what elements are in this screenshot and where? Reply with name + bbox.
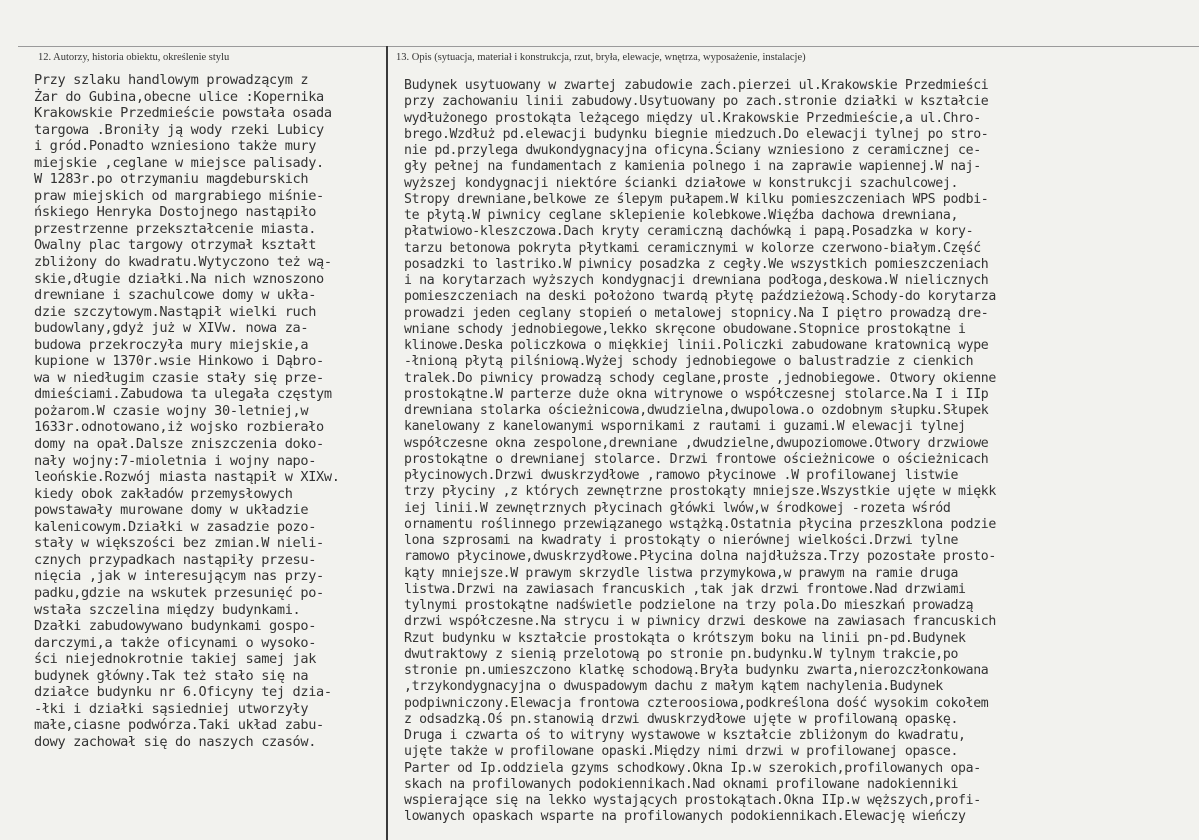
history-text-line: i gród.Ponadto wzniesiono także mury xyxy=(34,138,317,155)
description-text-line: gły pełnej na fundamentach z kamienia polnego i na zaprawie wapiennej.W naj- xyxy=(404,159,981,175)
history-text-line: działce budynku nr 6.Oficyny tej dzia- xyxy=(34,684,332,701)
description-text-line: listwa.Drzwi na zawiasach francuskich ,tak jak drzwi frontowe.Nad drzwiami xyxy=(404,581,966,597)
description-text-line: ornamentu roślinnego przewiązanego wstążką.Ostatnia płycina przeszklona podzie xyxy=(404,516,996,532)
description-text-line: prowadzi jeden ceglany stopień o metalowej stopnicy.Na I piętro prowadzą dre- xyxy=(404,305,989,321)
history-text-line: Owalny plac targowy otrzymał kształt xyxy=(34,237,317,254)
description-text-line: wyższej kondygnacji niektóre ścianki działowe w konstrukcji szachulcowej. xyxy=(404,175,959,191)
description-text-line: lona szprosami na kwadraty i prostokąty o nierównej wielkości.Drzwi tylne xyxy=(404,533,959,548)
description-text-line: Stropy drewniane,belkowe ze ślepym pułapem.W kilku pomieszczeniach WPS podbi- xyxy=(404,191,989,207)
history-text-line: Krakowskie Przedmieście powstała osada xyxy=(34,105,332,122)
description-text-line: tylnymi prostokątne nadświetle podzielone na trzy pola.Do mieszkań prowadzą xyxy=(404,598,974,613)
description-text-line: drzwi współczesne.Na strycu i w piwnicy drzwi deskowe na zawiasach francuskich xyxy=(404,614,996,630)
description-text-line: dwutraktowy z sienią przelotową po stronie pn.budynku.W tylnym trakcie,po xyxy=(404,646,959,662)
history-text-line: W 1283r.po otrzymaniu magdeburskich xyxy=(34,171,309,188)
description-text-line: współczesne okna zespolone,drewniane ,dwudzielne,dwupoziomowe.Otwory drzwiowe xyxy=(404,435,989,451)
description-text-line: wniane schody jednobiegowe,lekko skręcone obudowane.Stopnice prostokątne i xyxy=(404,321,966,337)
description-text-line: wydłużonego prostokąta leżącego między ul.Krakowskie Przedmieście,a ul.Chro- xyxy=(404,110,981,126)
description-text-line: -łnioną płytą pilśniową.Wyżej schody jednobiegowe o balustradzie z cienkich xyxy=(404,354,974,370)
history-text-line: powstawały murowane domy w układzie xyxy=(34,502,309,519)
history-text-line: padku,gdzie na wskutek przesunięć po- xyxy=(34,584,324,601)
history-text-line: ści niejednokrotnie takiej samej jak xyxy=(34,651,317,668)
history-text-line: praw miejskich od margrabiego miśnie- xyxy=(34,187,324,204)
description-text-line: ,trzykondygnacyjna o dwuspadowym dachu z małym kątem nachylenia.Budynek xyxy=(404,679,943,695)
description-text-line: i na korytarzach wyższych kondygnacji drewniana podłoga,deskowa.W nielicznych xyxy=(404,273,989,288)
description-text-line: iej linii.W zewnętrznych płycinach główki lwów,w środkowej -rozeta wśród xyxy=(404,500,951,516)
history-text-line: cznych przypadkach nastąpiły przesu- xyxy=(34,551,317,568)
history-text-line: zbliżony do kwadratu.Wytyczono też wą- xyxy=(34,254,332,271)
description-text-line: lowanych opaskach wsparte na profilowanych podokiennikach.Elewację wieńczy xyxy=(404,809,966,825)
history-text-line: pożarom.W czasie wojny 30-letniej,w xyxy=(34,402,309,419)
history-text-line: 1633r.odnotowano,iż wojsko rozbierało xyxy=(34,419,324,436)
history-text-line: leońskie.Rozwój miasta nastąpił w XIXw. xyxy=(34,469,340,486)
history-text-line: dowy zachował się do naszych czasów. xyxy=(34,733,317,750)
history-text-line: budowlany,gdyż już w XIVw. nowa za- xyxy=(34,320,309,337)
description-text-line: tralek.Do piwnicy prowadzą schody ceglane,proste ,jednobiegowe. Otwory okienne xyxy=(404,370,996,386)
description-text-line: wspierające się na lekko wystających prostokątach.Okna IIp.w węższych,profi- xyxy=(404,793,981,808)
description-text-line: ujęte także w profilowane opaski.Między nimi drzwi w profilowanej opasce. xyxy=(404,744,959,760)
description-text-line: prostokątne o drewnianej stolarce. Drzwi frontowe ościeżnicowe o ościeżnicach xyxy=(404,451,989,467)
history-text-line: dzie szczytowym.Nastąpił wielki ruch xyxy=(34,303,317,320)
history-text-line: budynek główny.Tak też stało się na xyxy=(34,667,309,684)
history-text-line: Żar do Gubina,obecne ulice :Kopernika xyxy=(34,88,324,105)
description-text-line: tarzu betonowa pokryta płytkami ceramicznymi w kolorze czerwono-białym.Część xyxy=(404,240,981,256)
section-header-history: 12. Autorzy, historia obiektu, określenie stylu xyxy=(38,52,230,63)
description-text-line: płatwiowo-kleszczowa.Dach kryty ceramiczną dachówką i papą.Posadzka w kory- xyxy=(404,224,974,240)
history-text-line: domy na opał.Dalsze zniszczenia doko- xyxy=(34,436,324,453)
description-text-line: stronie pn.umieszczono klatkę schodową.Bryła budynku zwarta,nierozczłonkowana xyxy=(404,663,989,678)
history-text-line: budowa przekroczyła mury miejskie,a xyxy=(34,336,309,353)
history-text-line: wa w niedługim czasie stały się prze- xyxy=(34,369,324,386)
description-text-line: Rzut budynku w kształcie prostokąta o krótszym boku na linii pn-pd.Budynek xyxy=(404,630,966,646)
history-text-line: kiedy obok zakładów przemysłowych xyxy=(34,485,293,502)
history-text-line: drewniane i szachulcowe domy w ukła- xyxy=(34,287,317,304)
description-text-line: trzy płyciny ,z których zewnętrzne prostokąty mniejsze.Wszystkie ujęte w miękk xyxy=(404,484,996,500)
description-text-line: ramowo płycinowe,dwuskrzydłowe.Płycina dolna najdłuższa.Trzy pozostałe prosto- xyxy=(404,549,996,565)
description-text-line: prostokątne.W parterze duże okna witrynowe o współczesnej stolarce.Na I i IIp xyxy=(404,386,989,402)
history-text-line: Przy szlaku handlowym prowadzącym z xyxy=(34,72,309,88)
history-text-line: kalenicowym.Działki w zasadzie pozo- xyxy=(34,518,317,535)
description-text-line: Parter od Ip.oddziela gzyms schodkowy.Okna Ip.w szerokich,profilowanych opa- xyxy=(404,760,981,776)
description-text-line: te płytą.W piwnicy ceglane sklepienie kolebkowe.Więźba dachowa drewniana, xyxy=(404,208,959,223)
history-text-line: ńskiego Henryka Dostojnego nastąpiło xyxy=(34,204,317,221)
description-text-line: Druga i czwarta oś to witryny wystawowe w kształcie zbliżonym do kwadratu, xyxy=(404,728,966,743)
description-text-line: drewniana stolarka ościeżnicowa,dwudzielna,dwupolowa.o ozdobnym słupku.Słupek xyxy=(404,403,989,418)
history-text-line: -łki i działki sąsiedniej utworzyły xyxy=(34,700,309,717)
description-text-line: kanelowany z kanelowanymi wspornikami z rautami i guzami.W elewacji tylnej xyxy=(404,419,966,435)
history-text-line: małe,ciasne podwórza.Taki układ zabu- xyxy=(34,717,324,734)
description-text-line: kąty mniejsze.W prawym skrzydle listwa przymykowa,w prawym na ramie druga xyxy=(404,565,959,581)
description-text-line: podpiwniczony.Elewacja frontowa czteroosiowa,podkreślona dość wysokim cokołem xyxy=(404,695,989,711)
history-text-line: miejskie ,ceglane w miejsce palisady. xyxy=(34,154,324,171)
history-text-line: nały wojny:7-mioletnia i wojny napo- xyxy=(34,452,317,469)
description-text-line: skach na profilowanych podokiennikach.Nad oknami profilowane nadokienniki xyxy=(404,776,959,792)
description-text-line: przy zachowaniu linii zabudowy.Usytuowany po zach.stronie działki w kształcie xyxy=(404,94,989,110)
history-text-line: przestrzenne przekształcenie miasta. xyxy=(34,220,317,237)
description-text-line: brego.Wzdłuż pd.elewacji budynku biegnie miedzuch.Do elewacji tylnej po stro- xyxy=(404,126,989,142)
history-text-line: skie,długie działki.Na nich wznoszono xyxy=(34,270,324,287)
description-text-line: nie pd.przylega dwukondygnacyjna oficyna.Ściany wzniesiono z ceramicznej ce- xyxy=(404,143,981,158)
history-text-line: stały w większości bez zmian.W nieli- xyxy=(34,535,324,552)
description-text-line: pomieszczeniach na deski położono twardą płytę paździeżową.Schody-do korytarza xyxy=(404,289,996,305)
history-text-line: kupione w 1370r.wsie Hinkowo i Dąbro- xyxy=(34,353,324,370)
history-text-line: dmieściami.Zabudowa ta ulegała częstym xyxy=(34,386,332,403)
history-text-column xyxy=(34,72,386,750)
description-text-line: z odsadzką.Oś pn.stanowią drzwi dwuskrzydłowe ujęte w profilowaną opaskę. xyxy=(404,711,959,727)
history-text-line: darczymi,a także oficynami o wysoko- xyxy=(34,634,317,651)
history-text-line: Dzałki zabudowywano budynkami gospo- xyxy=(34,618,317,635)
description-text-line: Budynek usytuowany w zwartej zabudowie zach.pierzei ul.Krakowskie Przedmieści xyxy=(404,78,989,93)
history-text-line: wstała szczelina między budynkami. xyxy=(34,601,301,618)
description-text-line: klinowe.Deska policzkowa o miękkiej linii.Policzki zabudowane kratownicą wype xyxy=(404,338,989,353)
top-rule xyxy=(18,46,1199,47)
column-divider xyxy=(386,46,388,840)
description-text-column xyxy=(404,78,1199,826)
description-text-line: posadzki to lastriko.W piwnicy posadzka z cegły.We wszystkich pomieszczeniach xyxy=(404,256,989,272)
section-header-description: 13. Opis (sytuacja, materiał i konstrukcja, rzut, bryła, elewacje, wnętrza, wyposażenie, instalacje) xyxy=(396,52,806,63)
history-text-line: targowa .Broniły ją wody rzeki Lubicy xyxy=(34,121,324,138)
history-text-line: nięcia ,jak w interesującym nas przy- xyxy=(34,568,324,585)
description-text-line: płycinowych.Drzwi dwuskrzydłowe ,ramowo płycinowe .W profilowanej listwie xyxy=(404,468,959,483)
